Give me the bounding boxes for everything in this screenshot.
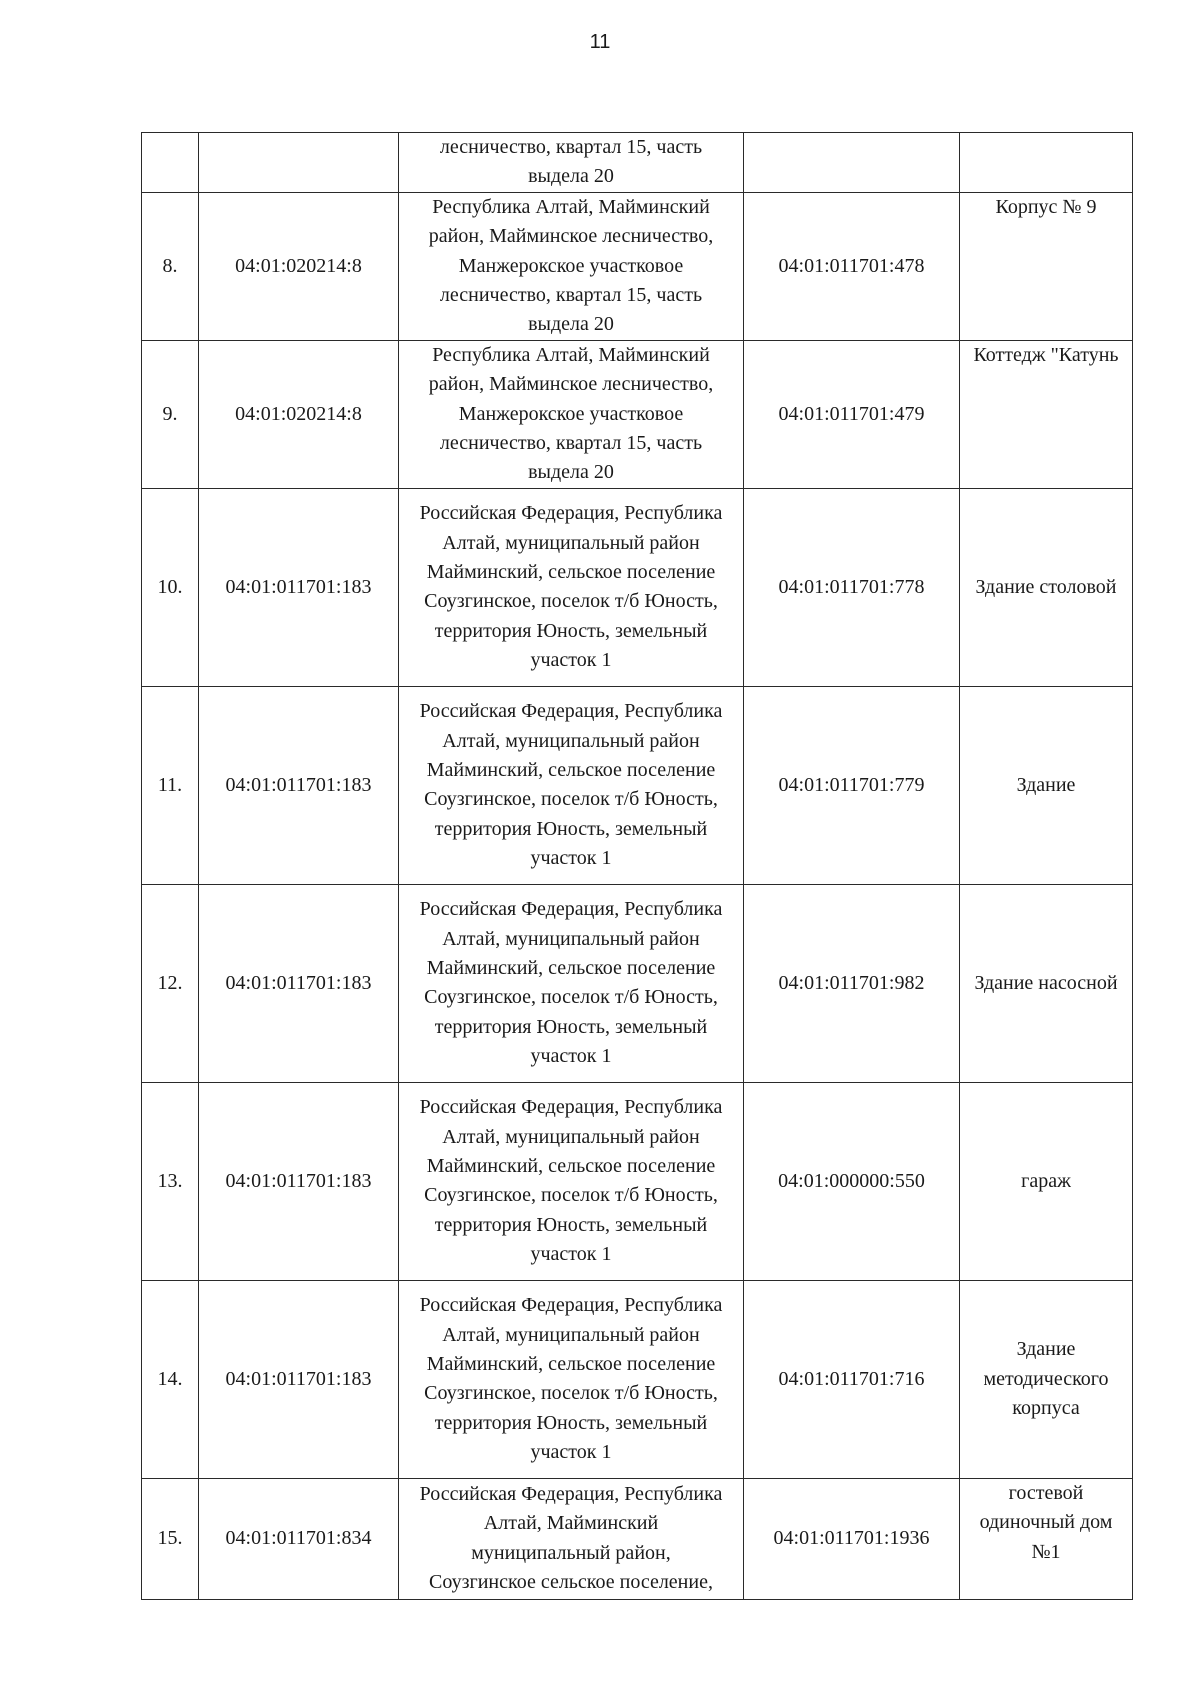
table-row	[142, 686, 1133, 884]
object-name: Здание	[960, 686, 1133, 884]
object-cadastral-number: 04:01:011701:779	[744, 686, 960, 884]
table-row	[142, 488, 1133, 686]
address-cell: Российская Федерация, Республика Алтай, муниципальный район Майминский, сельское поселение Соузгинское, поселок т/б Юность, территория Юность, земельный участок 1	[399, 1082, 744, 1280]
table-row	[142, 1082, 1133, 1280]
address-cell: Республика Алтай, Майминский район, Майминское лесничество, Манжерокское участковое лесничество, квартал 15, часть выдела 20	[399, 192, 744, 340]
object-cadastral-number	[744, 133, 960, 193]
object-cadastral-number: 04:01:011701:982	[744, 884, 960, 1082]
object-name: Здание методического корпуса	[960, 1280, 1133, 1478]
row-number: 14.	[142, 1280, 199, 1478]
row-number: 8.	[142, 192, 199, 340]
row-number: 10.	[142, 488, 199, 686]
object-name: Корпус № 9	[960, 192, 1133, 340]
land-plot-cadastral-number: 04:01:011701:183	[199, 1280, 399, 1478]
row-number: 13.	[142, 1082, 199, 1280]
address-cell: Российская Федерация, Республика Алтай, муниципальный район Майминский, сельское поселение Соузгинское, поселок т/б Юность, территория Юность, земельный участок 1	[399, 686, 744, 884]
object-cadastral-number: 04:01:011701:778	[744, 488, 960, 686]
row-number: 15.	[142, 1478, 199, 1599]
table-row	[142, 340, 1133, 488]
land-plot-cadastral-number: 04:01:011701:183	[199, 1082, 399, 1280]
row-number: 12.	[142, 884, 199, 1082]
table-row	[142, 884, 1133, 1082]
object-cadastral-number: 04:01:011701:1936	[744, 1478, 960, 1599]
object-name: Здание насосной	[960, 884, 1133, 1082]
object-name: Здание столовой	[960, 488, 1133, 686]
row-number: 9.	[142, 340, 199, 488]
address-cell: Российская Федерация, Республика Алтай, муниципальный район Майминский, сельское поселение Соузгинское, поселок т/б Юность, территория Юность, земельный участок 1	[399, 1280, 744, 1478]
address-cell: лесничество, квартал 15, часть выдела 20	[399, 133, 744, 193]
land-plot-cadastral-number: 04:01:011701:183	[199, 488, 399, 686]
table-row	[142, 1478, 1133, 1599]
page-number: 11	[589, 31, 611, 53]
object-name	[960, 133, 1133, 193]
row-number	[142, 133, 199, 193]
table-row	[142, 133, 1133, 193]
land-plot-cadastral-number: 04:01:020214:8	[199, 192, 399, 340]
object-cadastral-number: 04:01:011701:478	[744, 192, 960, 340]
address-cell: Российская Федерация, Республика Алтай, Майминский муниципальный район, Соузгинское сельское поселение,	[399, 1478, 744, 1599]
table-row	[142, 192, 1133, 340]
object-cadastral-number: 04:01:000000:550	[744, 1082, 960, 1280]
row-number: 11.	[142, 686, 199, 884]
table-row	[142, 1280, 1133, 1478]
address-cell: Российская Федерация, Республика Алтай, муниципальный район Майминский, сельское поселение Соузгинское, поселок т/б Юность, территория Юность, земельный участок 1	[399, 488, 744, 686]
land-plot-cadastral-number: 04:01:011701:183	[199, 884, 399, 1082]
land-plot-cadastral-number: 04:01:020214:8	[199, 340, 399, 488]
land-plot-cadastral-number: 04:01:011701:183	[199, 686, 399, 884]
object-cadastral-number: 04:01:011701:716	[744, 1280, 960, 1478]
land-plot-cadastral-number: 04:01:011701:834	[199, 1478, 399, 1599]
address-cell: Республика Алтай, Майминский район, Майминское лесничество, Манжерокское участковое лесничество, квартал 15, часть выдела 20	[399, 340, 744, 488]
object-cadastral-number: 04:01:011701:479	[744, 340, 960, 488]
address-cell: Российская Федерация, Республика Алтай, муниципальный район Майминский, сельское поселение Соузгинское, поселок т/б Юность, территория Юность, земельный участок 1	[399, 884, 744, 1082]
object-name: Коттедж "Катунь	[960, 340, 1133, 488]
object-name: гостевой одиночный дом №1	[960, 1478, 1133, 1599]
land-plot-cadastral-number	[199, 133, 399, 193]
object-name: гараж	[960, 1082, 1133, 1280]
property-registry-table	[141, 132, 1133, 1600]
